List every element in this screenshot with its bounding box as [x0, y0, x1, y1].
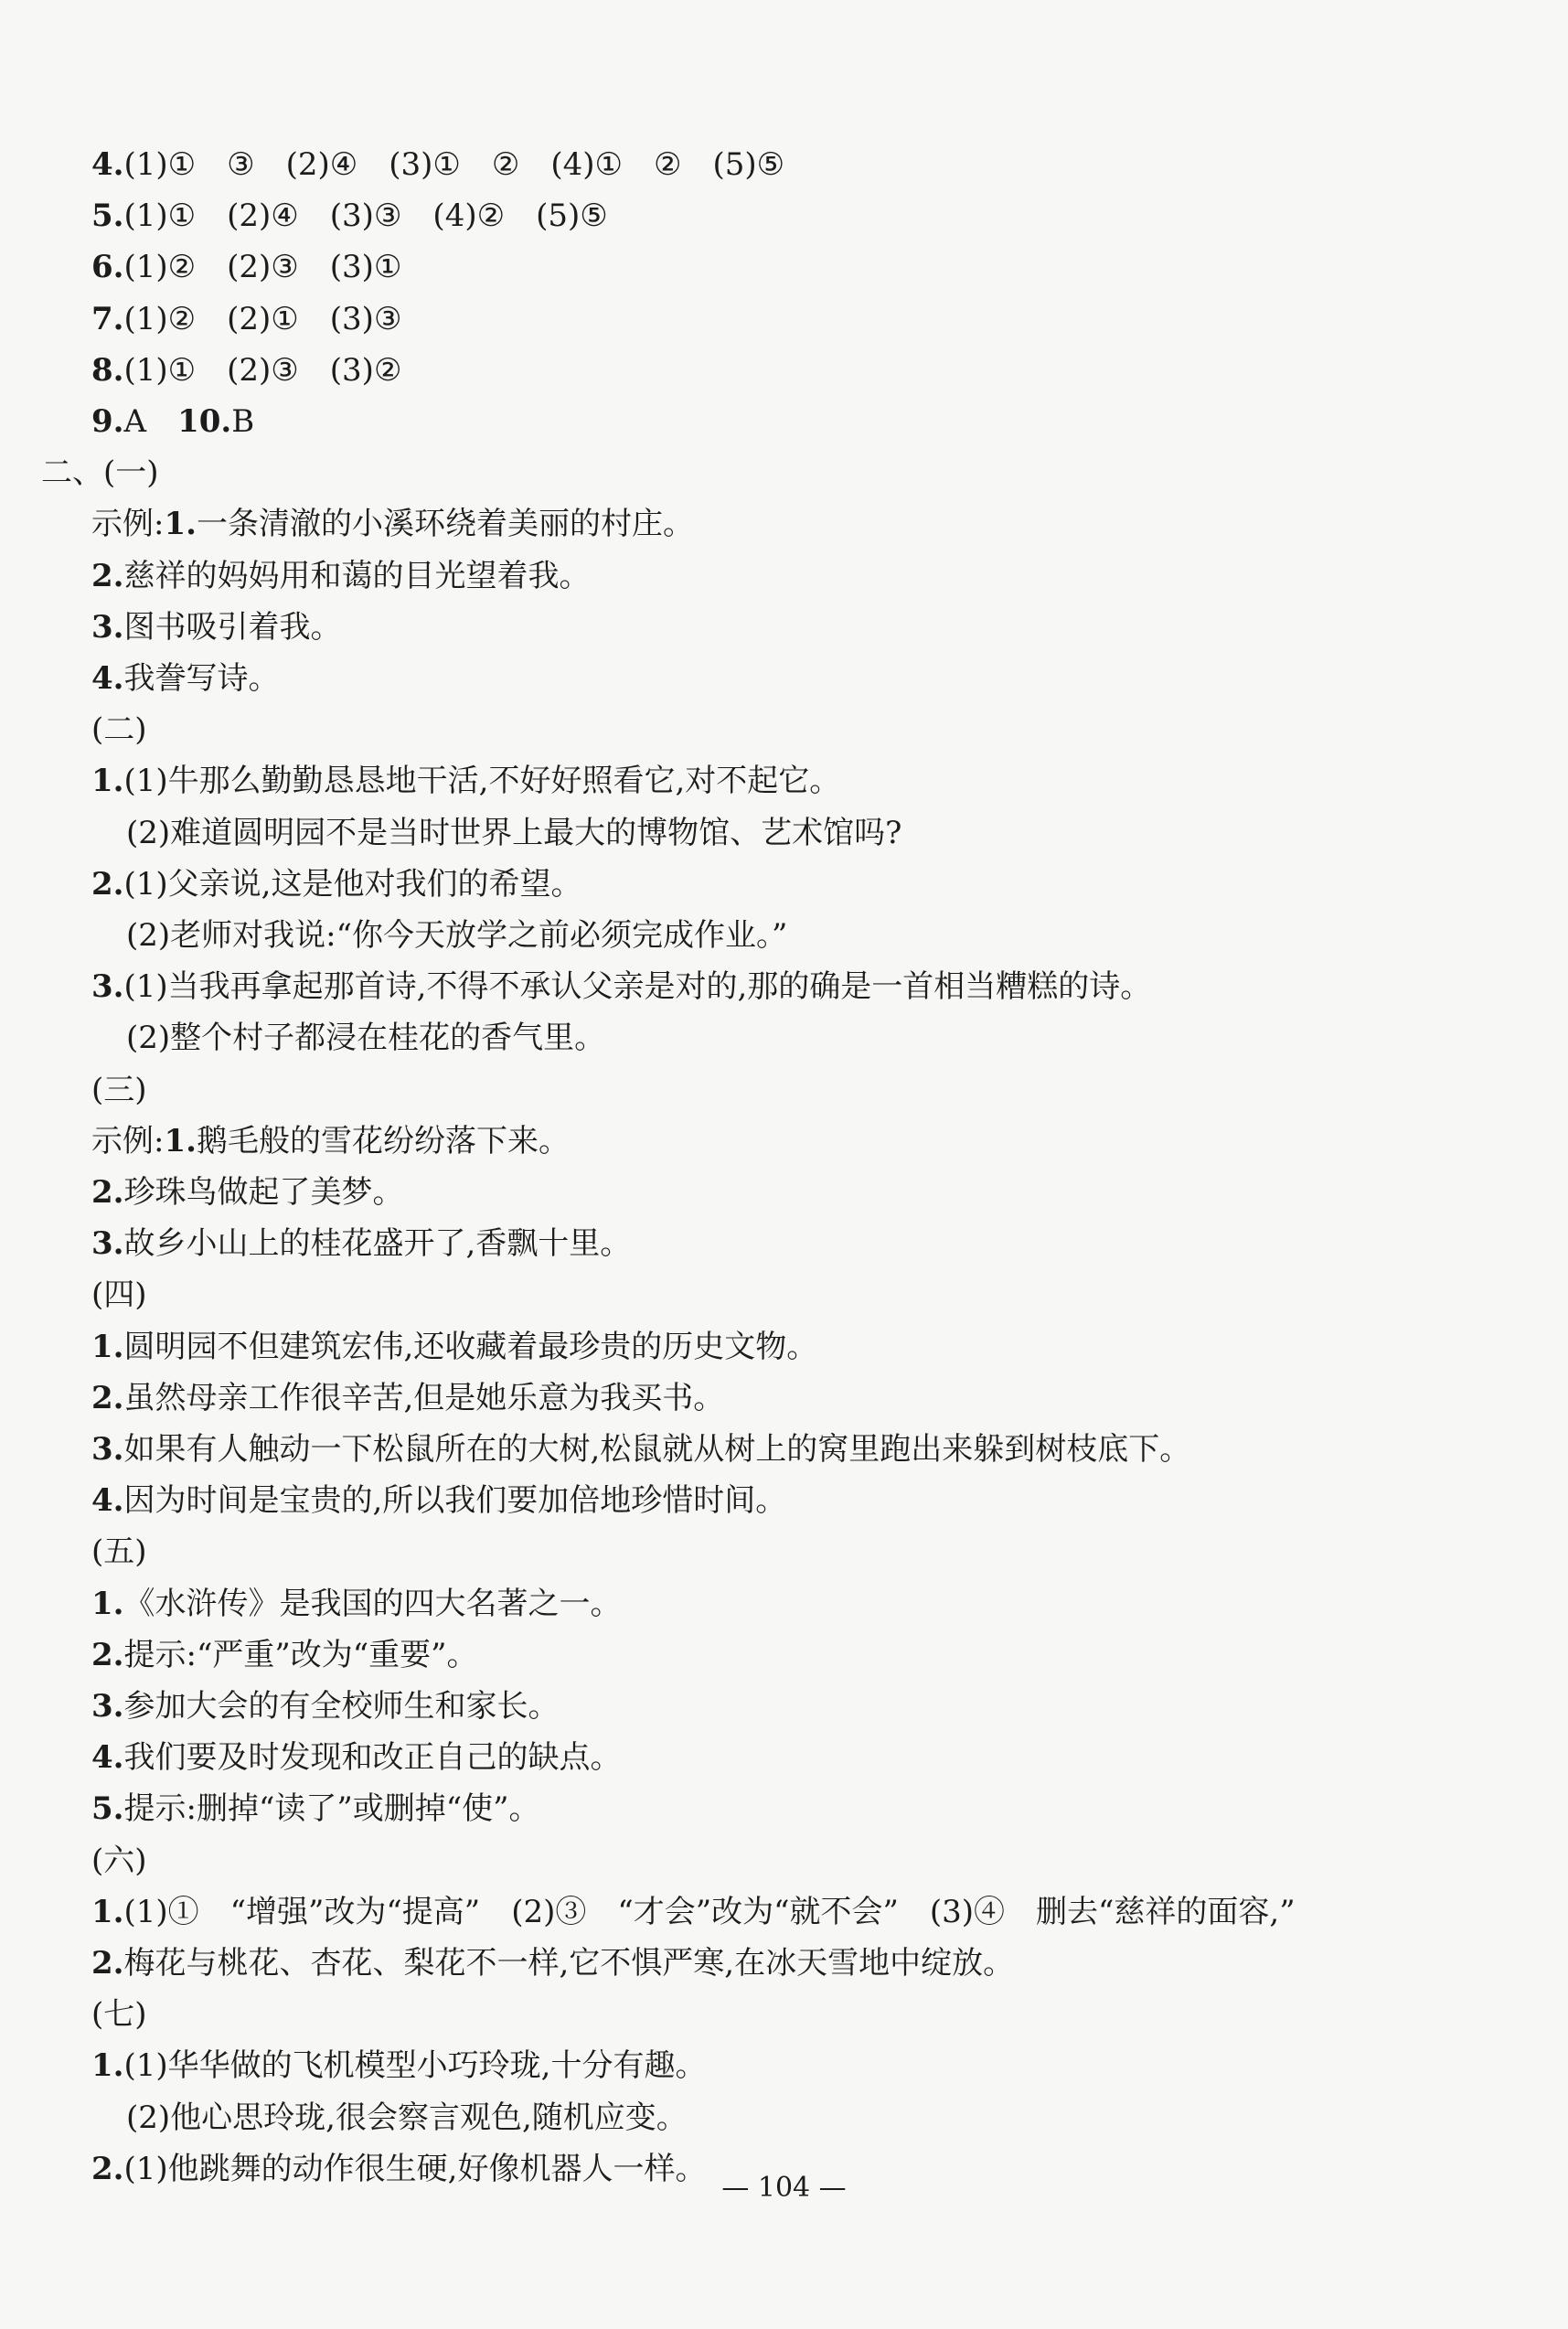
answer-line [91, 247, 401, 287]
answer-line [91, 1429, 1190, 1469]
answer-line [91, 1070, 147, 1110]
page-number: — 104 — [721, 2172, 847, 2204]
answer-text: (1)② (2)① (3)③ [123, 300, 402, 337]
answer-text: 圆明园不但建筑宏伟,还收藏着最珍贵的历史文物。 [123, 1328, 818, 1365]
answer-line [126, 1018, 605, 1058]
answer-line [126, 915, 787, 956]
answer-text: 如果有人触动一下松鼠所在的大树,松鼠就从树上的窝里跑出来躲到树枝底下。 [123, 1431, 1191, 1468]
item-number: 1. [164, 506, 197, 543]
answer-text: 《水浒传》是我国的四大名著之一。 [123, 1585, 622, 1622]
answer-line [91, 864, 581, 904]
answer-text: (1)② (2)③ (3)① [123, 249, 402, 286]
answer-text: B [231, 403, 255, 440]
item-number: 1. [164, 1122, 197, 1159]
answer-line [91, 1327, 817, 1367]
item-number: 3. [91, 608, 124, 646]
item-number: 4. [91, 660, 124, 697]
answer-text: (1)① “增强”改为“提高” (2)③ “才会”改为“就不会” (3)④ 删去“慈祥的面容,” [123, 1893, 1296, 1930]
answer-text: (2)难道圆明园不是当时世界上最大的博物馆、艺术馆吗? [126, 814, 902, 851]
answer-text: (1)牛那么勤勤恳恳地干活,不好好照看它,对不起它。 [123, 763, 841, 800]
item-number: 3. [91, 968, 124, 1006]
answer-text: 提示:删掉“读了”或删掉“使”。 [123, 1790, 540, 1828]
answer-text: (1)① ③ (2)④ (3)① ② (4)① ② (5)⑤ [123, 146, 785, 183]
item-number: 2. [91, 557, 124, 594]
answer-line [91, 556, 591, 596]
answer-line [91, 1943, 1014, 1983]
answer-line [91, 1892, 1296, 1932]
answer-text: 虽然母亲工作很辛苦,但是她乐意为我买书。 [123, 1379, 725, 1416]
item-number: 3. [91, 1225, 124, 1263]
answer-text: 慈祥的妈妈用和蔼的目光望着我。 [123, 557, 591, 594]
answer-text: (2)他心思玲珑,很会察言观色,随机应变。 [126, 2099, 688, 2136]
item-number: 2. [91, 1379, 124, 1416]
item-number: 2. [91, 865, 124, 903]
answer-text: 珍珠鸟做起了美梦。 [123, 1174, 404, 1211]
item-number: 1. [91, 1585, 124, 1622]
answer-text: 参加大会的有全校师生和家长。 [123, 1688, 560, 1725]
item-number: 8. [91, 351, 124, 389]
answer-line [91, 1223, 631, 1264]
answer-line [91, 1635, 477, 1675]
item-number: 1. [91, 763, 124, 800]
answer-text: (二) [91, 711, 147, 749]
answer-line [91, 1532, 147, 1572]
item-number: 4. [91, 1739, 124, 1777]
item-number: 6. [91, 249, 124, 286]
answer-line [91, 144, 784, 185]
answer-text: 我誊写诗。 [123, 660, 280, 697]
answer-line [41, 453, 159, 493]
item-number: 4. [91, 146, 124, 183]
item-number: 1. [91, 2047, 124, 2085]
item-number: 1. [91, 1328, 124, 1365]
answer-text: 图书吸引着我。 [123, 608, 342, 646]
answer-text: (四) [91, 1277, 147, 1314]
answer-text: 我们要及时发现和改正自己的缺点。 [123, 1739, 622, 1777]
answer-line [91, 1584, 622, 1624]
item-number: 3. [91, 1688, 124, 1725]
answer-text: 提示:“严重”改为“重要”。 [123, 1636, 478, 1673]
item-number: 2. [91, 1945, 124, 1982]
answer-line [91, 504, 694, 544]
answer-text: (六) [91, 1842, 147, 1879]
answer-line [91, 967, 1151, 1007]
answer-text: 一条清澈的小溪环绕着美丽的村庄。 [196, 506, 694, 543]
answer-line [126, 2098, 688, 2138]
answer-line [91, 401, 254, 442]
answer-line [91, 1686, 560, 1726]
answer-line [91, 658, 280, 699]
answer-text: (2)老师对我说:“你今天放学之前必须完成作业。” [126, 917, 788, 954]
item-number: 2. [91, 1636, 124, 1673]
item-number: 2. [91, 1174, 124, 1211]
item-number: 10. [177, 403, 232, 440]
answer-text: (2)整个村子都浸在桂花的香气里。 [126, 1020, 606, 1057]
answer-text: (1)他跳舞的动作很生硬,好像机器人一样。 [123, 2150, 707, 2187]
answer-line [91, 299, 401, 339]
answer-line [91, 607, 342, 647]
answer-text: (1)华华做的飞机模型小巧玲珑,十分有趣。 [123, 2047, 707, 2085]
answer-text: (七) [91, 1996, 147, 2034]
item-number: 5. [91, 1790, 124, 1828]
answer-text: (五) [91, 1533, 147, 1571]
answer-text: (三) [91, 1071, 147, 1108]
answer-line [91, 1275, 147, 1315]
answer-line [91, 1737, 622, 1778]
answer-text: 鹅毛般的雪花纷纷落下来。 [196, 1122, 570, 1159]
answer-prefix: 示例: [91, 506, 165, 543]
item-number: 3. [91, 1431, 124, 1468]
item-number: 4. [91, 1482, 124, 1520]
item-number: 1. [91, 1893, 124, 1930]
answer-line [126, 813, 901, 853]
answer-line [91, 1172, 404, 1213]
answer-text: 故乡小山上的桂花盛开了,香飘十里。 [123, 1225, 632, 1263]
answer-text: (1)当我再拿起那首诗,不得不承认父亲是对的,那的确是一首相当糟糕的诗。 [123, 968, 1152, 1006]
answer-line [91, 1994, 147, 2035]
answer-line [91, 1378, 724, 1418]
answer-line [91, 350, 401, 390]
item-number: 7. [91, 300, 124, 337]
answer-text: (1)① (2)③ (3)② [123, 351, 402, 389]
answer-line [91, 710, 147, 750]
answer-text: (1)父亲说,这是他对我们的希望。 [123, 865, 582, 903]
answer-line [91, 2046, 706, 2086]
answer-text: 梅花与桃花、杏花、梨花不一样,它不惧严寒,在冰天雪地中绽放。 [123, 1945, 1015, 1982]
answer-line [91, 761, 840, 801]
answer-line [91, 1480, 786, 1521]
answer-line [91, 1841, 147, 1881]
answer-line [91, 1121, 570, 1161]
answer-line [91, 196, 608, 236]
answer-text: (1)① (2)④ (3)③ (4)② (5)⑤ [123, 198, 608, 235]
answer-prefix: 示例: [91, 1122, 165, 1159]
item-number: 5. [91, 198, 124, 235]
item-number: 9. [91, 403, 124, 440]
answer-text: A [123, 403, 178, 440]
item-number: 2. [91, 2150, 124, 2187]
answer-text: 因为时间是宝贵的,所以我们要加倍地珍惜时间。 [123, 1482, 787, 1520]
answer-line [91, 1789, 539, 1829]
answer-text: 二、(一) [41, 454, 159, 492]
